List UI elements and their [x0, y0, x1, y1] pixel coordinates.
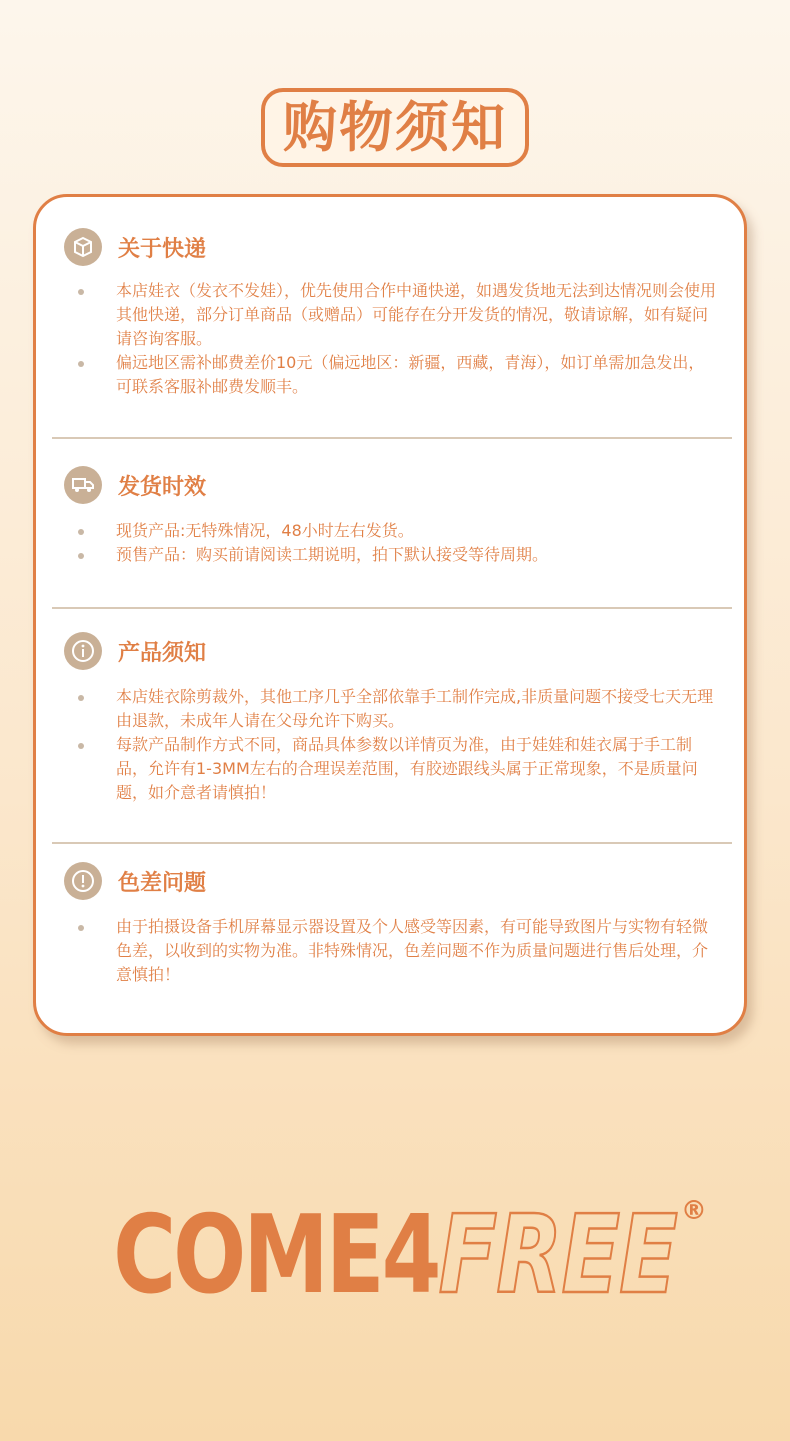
page-title: [0, 88, 790, 167]
section-title: 色差问题: [118, 870, 207, 896]
section-list: [116, 519, 716, 567]
list-item: 本店娃衣（发衣不发娃），优先使用合作中通快递，如遇发货地无法到达情况则会使用其他快递，部分订单商品（或赠品）可能存在分开发货的情况，敬请谅解，如有疑问请咨询客服。: [116, 279, 716, 351]
page-title-text: 购物须知: [261, 88, 529, 167]
section-header: [64, 227, 206, 267]
delivery-truck-icon: [64, 466, 102, 504]
section-divider: [52, 607, 732, 609]
list-item: 本店娃衣除剪裁外，其他工序几乎全部依靠手工制作完成,非质量问题不接受七天无理由退款，未成年人请在父母允许下购买。: [116, 685, 716, 733]
section-title: 关于快递: [118, 236, 207, 262]
list-item: 现货产品:无特殊情况，48小时左右发货。: [116, 519, 716, 543]
section-title: 产品须知: [118, 640, 207, 666]
list-item: 每款产品制作方式不同，商品具体参数以详情页为准，由于娃娃和娃衣属于手工制品，允许有1-3MM左右的合理误差范围，有胶迹跟线头属于正常现象，不是质量问题，如介意者请慎拍！: [116, 733, 716, 805]
registered-mark: ®: [680, 1196, 707, 1226]
section-list: [116, 915, 716, 987]
list-item: 由于拍摄设备手机屏幕显示器设置及个人感受等因素，有可能导致图片与实物有轻微色差，以收到的实物为准。非特殊情况，色差问题不作为质量问题进行售后处理，介意慎拍！: [116, 915, 716, 987]
package-box-icon: [64, 228, 102, 266]
list-item: 预售产品：购买前请阅读工期说明，拍下默认接受等待周期。: [116, 543, 716, 567]
section-header: [64, 861, 206, 901]
warning-icon: [64, 862, 102, 900]
section-divider: [52, 437, 732, 439]
section-header: [64, 631, 206, 671]
brand-logo-outline: FREE: [438, 1193, 677, 1318]
list-item: 偏远地区需补邮费差价10元（偏远地区：新疆，西藏，青海），如订单需加急发出，可联系客服补邮费发顺丰。: [116, 351, 716, 399]
section-list: [116, 685, 716, 805]
notice-card: [33, 194, 747, 1036]
section-divider: [52, 842, 732, 844]
brand-logo-solid: COME4: [113, 1193, 439, 1318]
section-header: [64, 465, 206, 505]
info-icon: [64, 632, 102, 670]
brand-logo: [0, 1193, 790, 1318]
section-title: 发货时效: [118, 474, 207, 500]
section-list: [116, 279, 716, 399]
